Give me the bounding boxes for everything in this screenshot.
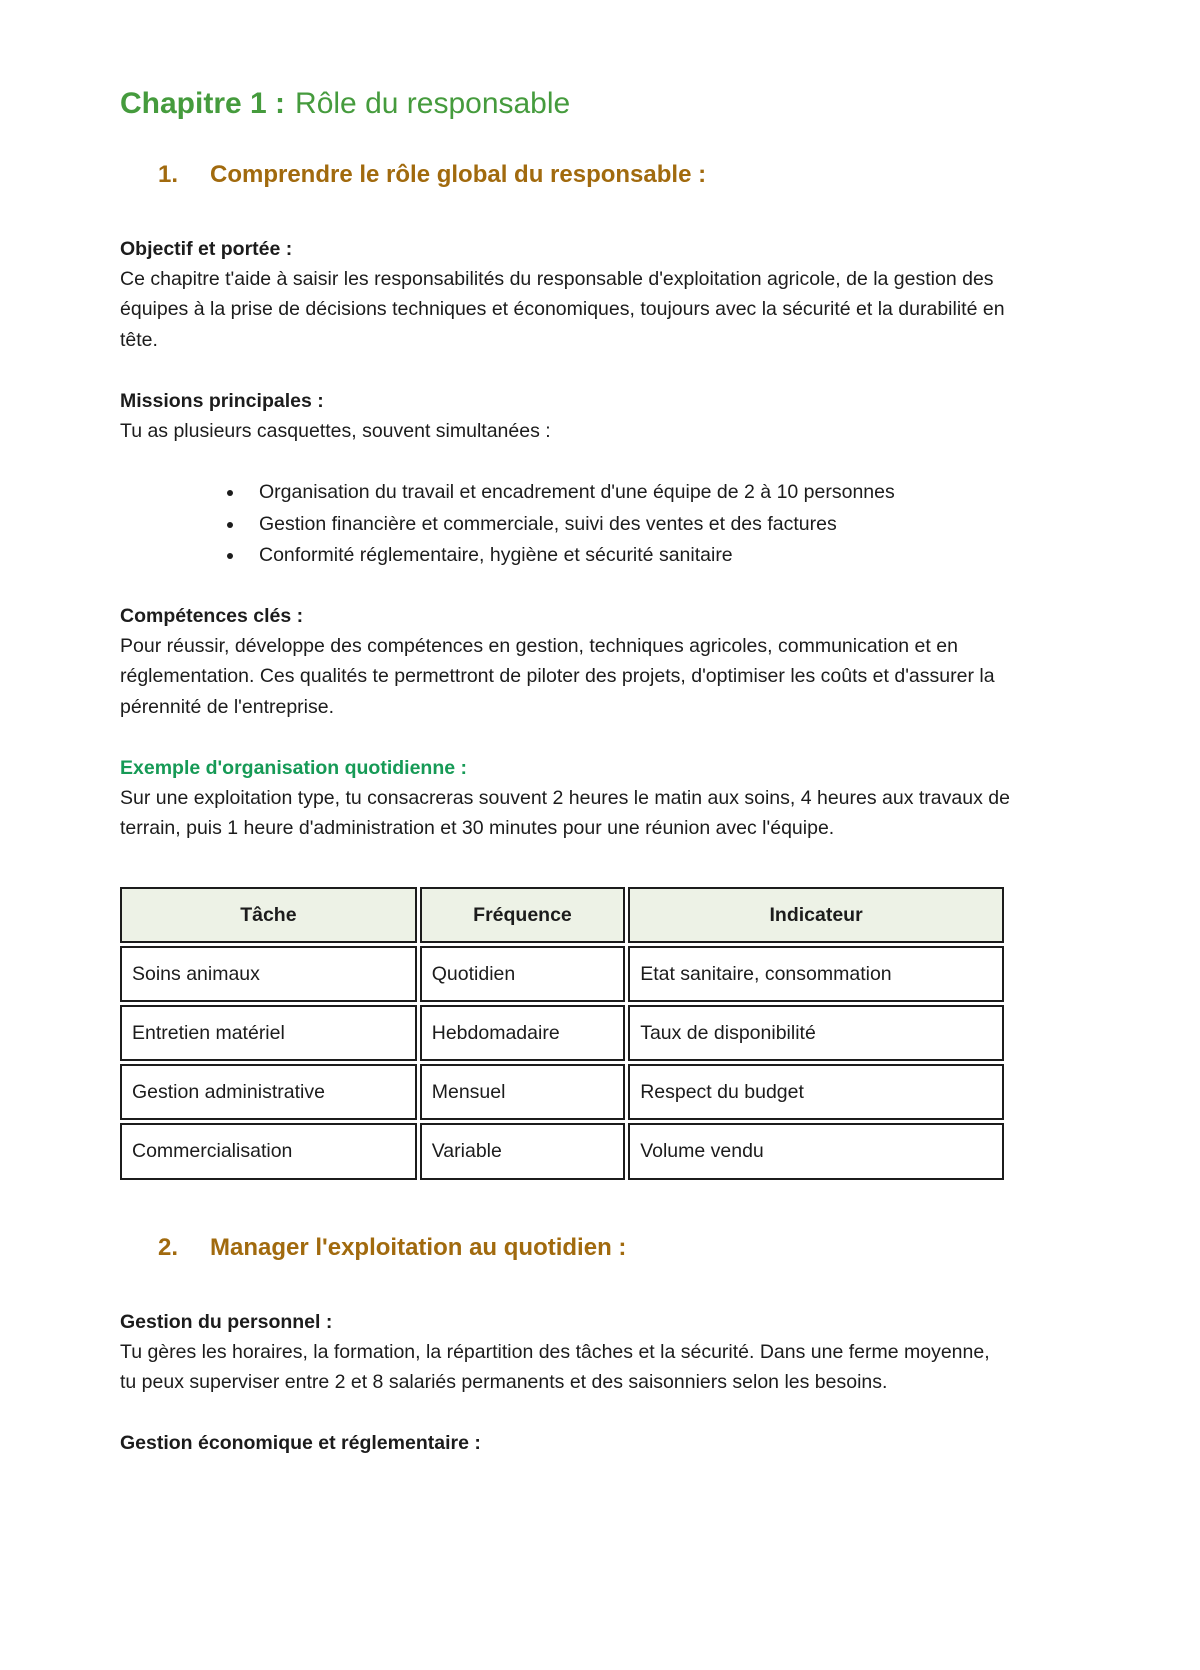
bullet-item: • Conformité réglementaire, hygiène et sécurité sanitaire: [245, 540, 1010, 570]
chapter-title: [120, 86, 1010, 122]
competences-paragraph: Pour réussir, développe des compétences en gestion, techniques agricoles, communication et en réglementation. Ces qualités te permettront de piloter des projets, d'optimiser les coûts et d'assurer la pérennité de l'entreprise.: [120, 635, 995, 718]
table-cell: Respect du budget: [628, 1064, 1004, 1120]
section-1-heading: [120, 160, 1010, 190]
exemple-heading: Exemple d'organisation quotidienne :: [120, 756, 468, 779]
table-cell: Etat sanitaire, consommation: [628, 946, 1004, 1002]
table-cell: Taux de disponibilité: [628, 1005, 1004, 1061]
section-1-title: Comprendre le rôle global du responsable :: [210, 161, 707, 188]
chapter-title-label: Chapitre 1 :: [120, 87, 286, 120]
section-2-heading: [120, 1233, 1010, 1263]
bullet-item: • Gestion financière et commerciale, suivi des ventes et des factures: [245, 509, 1010, 539]
section-2-title: Manager l'exploitation au quotidien :: [210, 1233, 627, 1261]
competences-heading: Compétences clés :: [120, 604, 304, 627]
bullet-item: • Organisation du travail et encadrement d'une équipe de 2 à 10 personnes: [245, 477, 1010, 507]
personnel-heading: Gestion du personnel :: [120, 1310, 333, 1333]
table-cell: Mensuel: [420, 1064, 625, 1120]
table-cell: Quotidien: [420, 946, 625, 1002]
missions-heading: Missions principales :: [120, 389, 324, 412]
objectif-heading: Objectif et portée :: [120, 238, 293, 260]
missions-block: [120, 386, 1010, 446]
economique-heading: Gestion économique et réglementaire :: [120, 1432, 481, 1455]
section-2-number: 2.: [158, 1233, 179, 1261]
table-header-tache: Tâche: [120, 887, 417, 943]
table-cell: Volume vendu: [628, 1123, 1004, 1179]
personnel-paragraph: Tu gères les horaires, la formation, la répartition des tâches et la sécurité. Dans une ferme moyenne, tu peux superviser entre 2 et 8 salariés permanents et des saisonniers selon les besoins.: [120, 1340, 990, 1394]
chapter-title-text: Rôle du responsable: [295, 87, 571, 120]
objectif-paragraph: Ce chapitre t'aide à saisir les responsabilités du responsable d'exploitation agricole, de la gestion des équipes à la prise de décisions techniques et économiques, toujours avec la sécurité et la durabilité en tête.: [120, 268, 1005, 351]
table-row: [120, 946, 1004, 1002]
table-cell: Gestion administrative: [120, 1064, 417, 1120]
section-1-number: 1.: [158, 161, 179, 188]
table-header-indicateur: Indicateur: [628, 887, 1004, 943]
table-cell: Soins animaux: [120, 946, 417, 1002]
table-header-row: [120, 887, 1004, 943]
table-cell: Hebdomadaire: [420, 1005, 625, 1061]
table-cell: Commercialisation: [120, 1123, 417, 1179]
table-row: [120, 1123, 1004, 1179]
competences-block: [120, 601, 1010, 722]
table-row: [120, 1064, 1004, 1120]
table-row: [120, 1005, 1004, 1061]
objectif-block: [120, 234, 1010, 355]
economique-block: [120, 1428, 1010, 1458]
missions-intro: Tu as plusieurs casquettes, souvent simultanées :: [120, 420, 551, 443]
exemple-block: [120, 753, 1010, 844]
missions-bullet-list: [120, 477, 1010, 570]
table-cell: Entretien matériel: [120, 1005, 417, 1061]
task-frequency-table: [117, 884, 1007, 1183]
table-header-frequence: Fréquence: [420, 887, 625, 943]
personnel-block: [120, 1307, 1010, 1398]
table-cell: Variable: [420, 1123, 625, 1179]
exemple-paragraph: Sur une exploitation type, tu consacreras souvent 2 heures le matin aux soins, 4 heures aux travaux de terrain, puis 1 heure d'administration et 30 minutes pour une réunion avec l'équipe.: [120, 787, 1010, 840]
